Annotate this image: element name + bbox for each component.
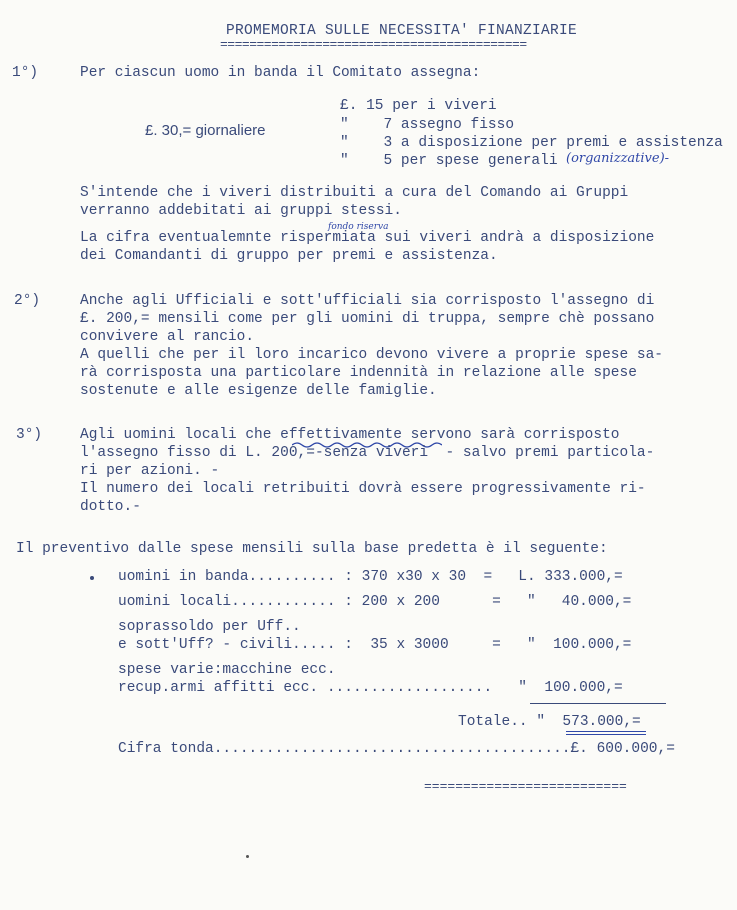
budget-row-spese-varie-1: spese varie:macchine ecc. bbox=[118, 662, 336, 678]
budget-intro: Il preventivo dalle spese mensili sulla base predetta è il seguente: bbox=[16, 541, 608, 557]
s1-para1-line2: verranno addebitati ai gruppi stessi. bbox=[80, 203, 402, 219]
section-1-number: 1°) bbox=[12, 65, 39, 81]
budget-row-spese-varie-2: recup.armi affitti ecc. ................... " 100.000,= bbox=[118, 680, 623, 696]
total-double-underline bbox=[566, 731, 646, 732]
s3-line5: dotto.- bbox=[80, 499, 141, 515]
total-double-underline-2 bbox=[566, 734, 646, 735]
alloc-assegno: " 7 assegno fisso bbox=[340, 117, 515, 133]
s3-line4: Il numero dei locali retribuiti dovrà essere progressivamente ri- bbox=[80, 481, 646, 497]
title-rule: ========================================== bbox=[220, 37, 527, 52]
bullet-dot bbox=[90, 576, 94, 580]
alloc-spese: " 5 per spese generali bbox=[340, 153, 558, 169]
s1-para2-line2: dei Comandanti di gruppo per premi e assistenza. bbox=[80, 248, 498, 264]
budget-row-uomini-banda: uomini in banda.......... : 370 x30 x 30 = L. 333.000,= bbox=[118, 569, 623, 585]
paper-speck bbox=[246, 855, 249, 858]
s3-line3: ri per azioni. - bbox=[80, 463, 220, 479]
handwritten-note-organizzative: (organizzative)- bbox=[566, 151, 670, 166]
budget-row-soprassoldo-1: soprassoldo per Uff.. bbox=[118, 619, 301, 635]
section-1-intro: Per ciascun uomo in banda il Comitato assegna: bbox=[80, 65, 481, 81]
daily-amount: £. 30,= giornaliere bbox=[145, 122, 266, 139]
s2-line5: rà corrisposta una particolare indennità in relazione alle spese bbox=[80, 365, 637, 381]
page-title: PROMEMORIA SULLE NECESSITA' FINANZIARIE bbox=[226, 23, 578, 39]
s3-line1: Agli uomini locali che effettivamente servono sarà corrisposto bbox=[80, 427, 620, 443]
alloc-viveri: £. 15 per i viveri bbox=[340, 98, 497, 114]
s1-para2-line1: La cifra eventualemnte rispermiata sui viveri andrà a disposizione bbox=[80, 230, 655, 246]
budget-row-uomini-locali: uomini locali............ : 200 x 200 = " 40.000,= bbox=[118, 594, 632, 610]
s2-line2: £. 200,= mensili come per gli uomini di truppa, sempre chè possano bbox=[80, 311, 655, 327]
section-3-number: 3°) bbox=[16, 427, 43, 443]
s2-line3: convivere al rancio. bbox=[80, 329, 255, 345]
alloc-premi: " 3 a disposizione per premi e assistenza bbox=[340, 135, 723, 151]
section-2-number: 2°) bbox=[14, 293, 41, 309]
s2-line4: A quelli che per il loro incarico devono vivere a proprie spese sa- bbox=[80, 347, 663, 363]
s3-line2: l'assegno fisso di L. 200,=-senza viveri - salvo premi particola- bbox=[80, 445, 655, 461]
budget-row-soprassoldo-2: e sott'Uff? - civili..... : 35 x 3000 = " 100.000,= bbox=[118, 637, 632, 653]
budget-round-figure: Cifra tonda.........................................£. 600.000,= bbox=[118, 741, 675, 757]
handwritten-note-fondo-riserva: fondo riserva bbox=[328, 222, 389, 232]
end-rule: ========================== bbox=[424, 779, 627, 794]
s1-para1-line1: S'intende che i viveri distribuiti a cura del Comando ai Gruppi bbox=[80, 185, 629, 201]
sum-rule bbox=[530, 703, 666, 704]
budget-total: Totale.. " 573.000,= bbox=[458, 714, 641, 730]
s2-line1: Anche agli Ufficiali e sott'ufficiali sia corrisposto l'assegno di bbox=[80, 293, 655, 309]
s2-line6: sostenute e alle esigenze delle famiglie. bbox=[80, 383, 437, 399]
